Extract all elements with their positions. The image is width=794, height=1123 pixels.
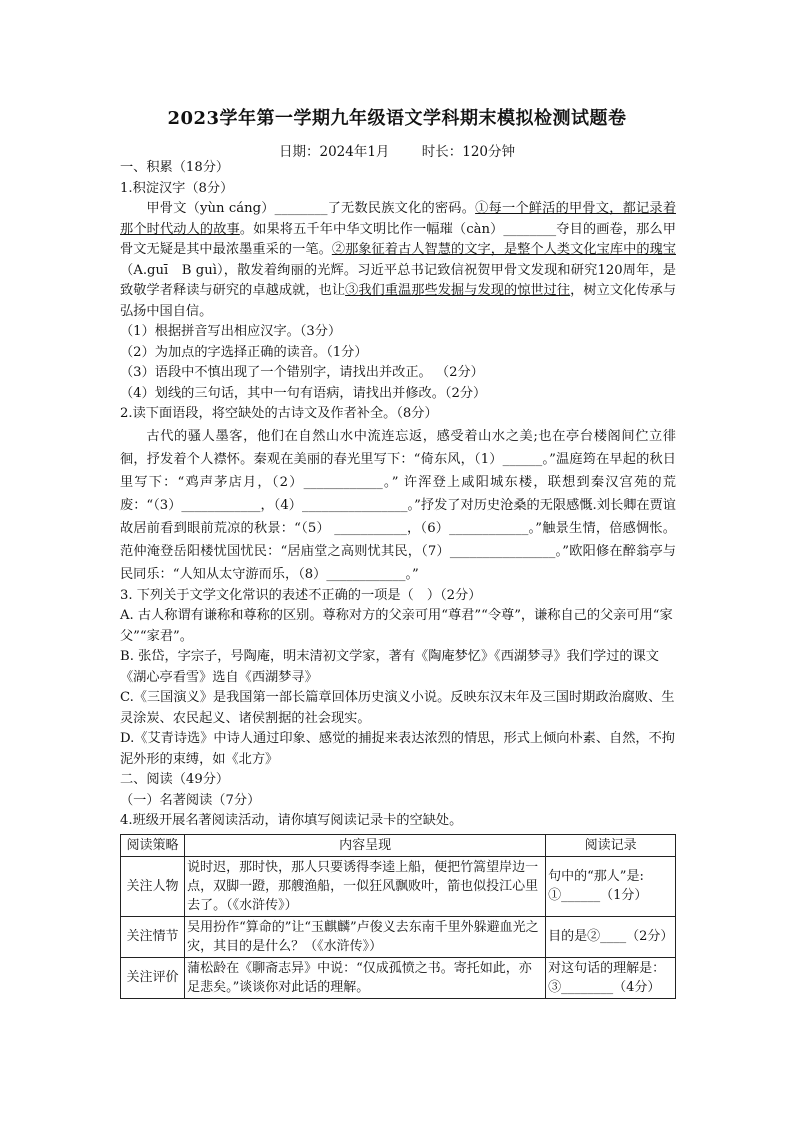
question-heading: 2.读下面语段，将空缺处的古诗文及作者补全。（8分） — [120, 406, 438, 421]
column-header: 阅读策略 — [121, 834, 185, 856]
column-header: 阅读记录 — [546, 834, 676, 856]
strategy-cell: 关注评价 — [121, 957, 185, 998]
q1-passage: 甲骨文（yùn cáng）________了无数民族文化的密码。①每一个鲜活的甲骨文，都记录着那个时代动人的故事。如果将五千年中华文明比作一幅璀（càn）________夺目的画卷，那么甲骨文无疑是其中最浓墨重采的一笔。②那象征着古人智慧的文字，是整个人类文化宝库中的瑰宝（A.guī B guì），散发着绚丽的光辉。习近平总书记致信祝贺甲骨文发现和研究120周年，是致敬学者释读与研究的卓越成就，也让③我们重温那些发掘与发现的惊世过往，树立文化传承与弘扬中国自信。 — [120, 201, 677, 319]
content-cell: 蒲松龄在《聊斋志异》中说：“仅成孤愤之书。寄托如此，亦足悲矣。”谈谈你对此话的理解。 — [185, 957, 546, 998]
page-title: 2023学年第一学期九年级语文学科期末模拟检测试题卷 — [167, 108, 627, 129]
question-heading: 3. 下列关于文学文化常识的表述不正确的一项是（ ）（2分） — [120, 587, 482, 603]
question-heading: 4.班级开展名著阅读活动，请你填写阅读记录卡的空缺处。 — [120, 813, 463, 828]
underlined-sentence-2: ②那象征着古人智慧的文字，是整个人类文化宝库中的瑰宝 — [331, 242, 676, 257]
question-heading: 1.积淀汉字（8分） — [120, 180, 234, 196]
exam-content — [120, 158, 676, 999]
sub-question: （1）根据拼音写出相应汉字。（3分） — [120, 324, 342, 339]
table-row — [121, 856, 676, 916]
sub-question: （2）为加点的字选择正确的读音。（1分） — [120, 344, 368, 360]
table-header-row — [121, 834, 676, 856]
sub-question: （3）语段中不慎出现了一个错别字，请找出并改正。 （2分） — [120, 365, 484, 380]
option-c: C.《三国演义》是我国第一部长篇章回体历史演义小说。反映东汉末年及三国时期政治腐败、生灵涂炭、农民起义、诸侯割据的社会现实。 — [120, 690, 675, 726]
section-heading: 一、积累（18分） — [120, 160, 230, 175]
strategy-cell: 关注情节 — [121, 916, 185, 957]
exam-duration: 时长：120分钟 — [421, 144, 516, 160]
subsection-heading: （一）名著阅读（7分） — [120, 792, 261, 808]
content-cell: 说时迟，那时快，那人只要诱得李逵上船，便把竹篙望岸边一点，双脚一蹬，那艘渔船，一似狂风飘败叶，箭也似投江心里去了。（《水浒传》） — [185, 856, 546, 916]
underlined-sentence-1: ①每一个鲜活的甲骨文，都记录着那个时代动人的故事 — [120, 201, 677, 237]
sub-question: （4）划线的三句话，其中一句有语病，请找出并修改。（2分） — [120, 385, 487, 401]
record-cell: 句中的“那人”是: ①______（1分） — [546, 856, 676, 916]
strategy-cell: 关注人物 — [121, 856, 185, 916]
table-row — [121, 916, 676, 957]
underlined-sentence-3: ③我们重温那些发掘与发现的惊世过往 — [345, 283, 571, 298]
option-d: D.《艾青诗选》中诗人通过印象、感觉的捕捉来表达浓烈的情思，形式上倾向朴素、自然，不拘泥外形的束缚，如《北方》 — [120, 731, 675, 767]
exam-meta — [0, 140, 794, 160]
option-a: A. 古人称谓有谦称和尊称的区别。尊称对方的父亲可用“尊君”“令尊”，谦称自己的父亲可用“家父”“家君”。 — [120, 608, 673, 644]
reading-record-table — [120, 834, 676, 999]
table-row — [121, 957, 676, 998]
q2-passage: 古代的骚人墨客，他们在自然山水中流连忘返，感受着山水之美;也在亭台楼阁间伫立徘徊，抒发着个人襟怀。秦观在美丽的春光里写下：“倚东风，（1）______。”温庭筠在早起的秋日里写下：“鸡声茅店月，（2）____________。” 许浑登上咸阳城东楼，联想到秦汉宫苑的荒废：“（3）____________，（4）________________。”抒发了对历史沧桑的无限感慨.刘长卿在贾谊故居前看到眼前荒凉的秋景：“（5） ___________，（6）____________。”触景生情，倍感惆怅。范仲淹登岳阳楼忧国忧民：“居庙堂之高则忧其民，（7）________________。”欧阳修在醉翁亭与民同乐：“人知从太守游而乐，（8）____________。” — [120, 428, 676, 582]
option-b: B. 张岱，字宗子，号陶庵，明末清初文学家，著有《陶庵梦忆》《西湖梦寻》我们学过的课文《湖心亭看雪》选自《西湖梦寻》 — [120, 649, 659, 685]
record-cell: 目的是②____（2分） — [546, 916, 676, 957]
section-heading: 二、阅读（49分） — [120, 772, 230, 787]
column-header: 内容呈现 — [185, 834, 546, 856]
exam-date: 日期：2024年1月 — [278, 144, 390, 160]
content-cell: 吴用扮作“算命的”让“玉麒麟”卢俊义去东南千里外躲避血光之灾，其目的是什么？（《水浒传》） — [185, 916, 546, 957]
record-cell: 对这句话的理解是：③________（4分） — [546, 957, 676, 998]
